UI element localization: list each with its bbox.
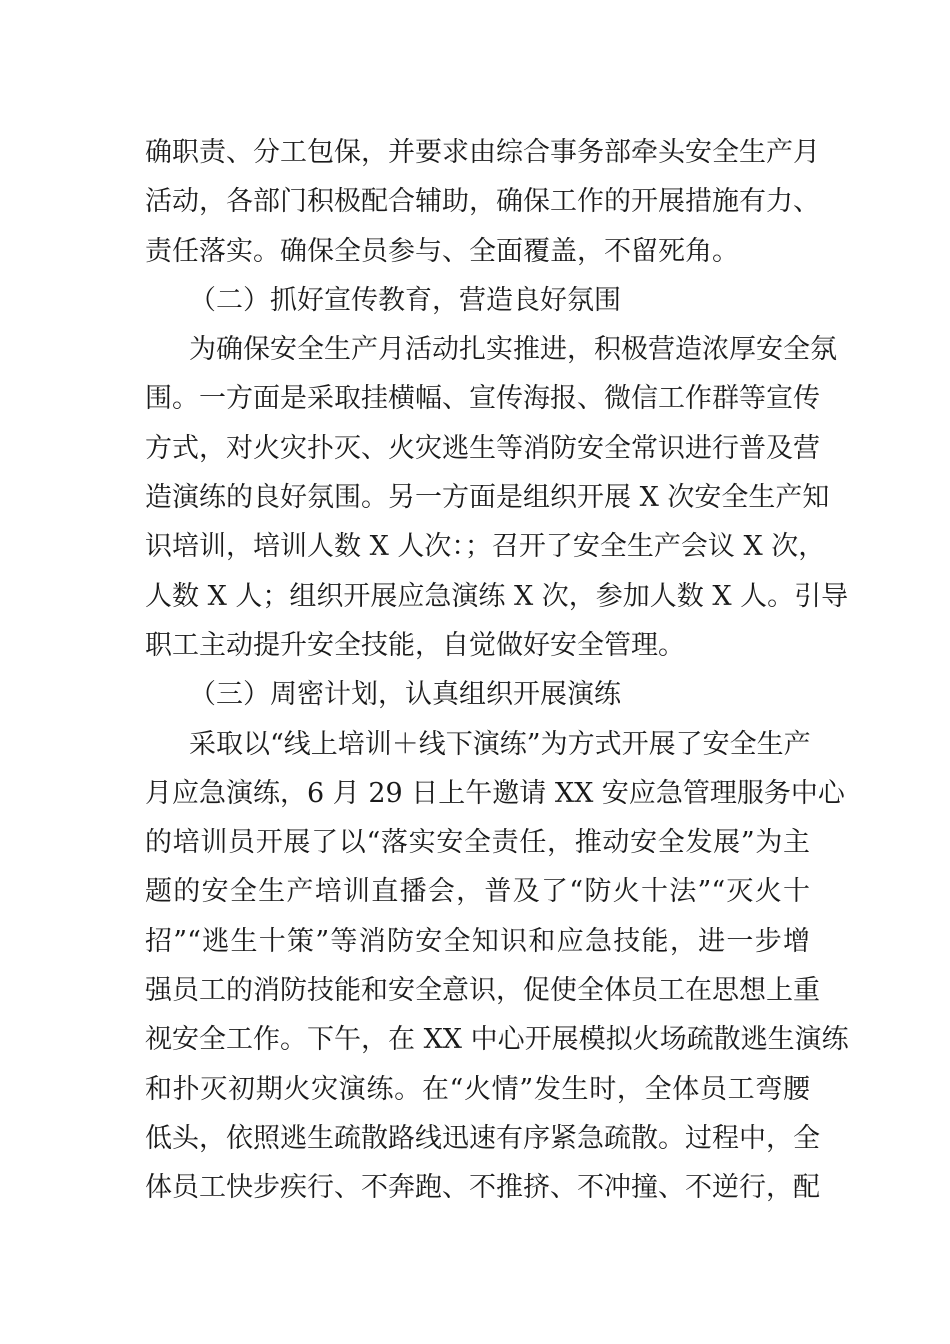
paragraph-line: 采取以“线上培训＋线下演练”为方式开展了安全生产 xyxy=(189,728,811,760)
paragraph-line: 造演练的良好氛围。另一方面是组织开展 X 次安全生产知 xyxy=(145,482,830,514)
paragraph-line: 招”“逃生十策”等消防安全知识和应急技能，进一步增 xyxy=(145,925,810,957)
paragraph-line: 视安全工作。下午，在 XX 中心开展模拟火场疏散逃生演练 xyxy=(145,1024,849,1056)
paragraph-line: 识培训，培训人数 X 人次：；召开了安全生产会议 X 次， xyxy=(145,531,826,563)
paragraph-line: 月应急演练，6 月 29 日上午邀请 XX 安应急管理服务中心 xyxy=(145,777,845,809)
paragraph-line: 题的安全生产培训直播会，普及了“防火十法”“灭火十 xyxy=(145,876,810,908)
paragraph-line: 和扑灭初期火灾演练。在“火情”发生时，全体员工弯腰 xyxy=(145,1073,810,1105)
paragraph-line: 强员工的消防技能和安全意识，促使全体员工在思想上重 xyxy=(145,975,820,1007)
paragraph-line: 人数 X 人；组织开展应急演练 X 次，参加人数 X 人。引导 xyxy=(145,580,849,612)
paragraph-line: 为确保安全生产月活动扎实推进，积极营造浓厚安全氛 xyxy=(189,334,837,366)
paragraph-line: 的培训员开展了以“落实安全责任，推动安全发展”为主 xyxy=(145,827,810,859)
paragraph-line: 体员工快步疾行、不奔跑、不推挤、不冲撞、不逆行，配 xyxy=(145,1172,820,1204)
paragraph-line: 确职责、分工包保，并要求由综合事务部牵头安全生产月 xyxy=(145,137,820,168)
section-heading: （三）周密计划，认真组织开展演练 xyxy=(189,679,621,711)
paragraph-line: 职工主动提升安全技能，自觉做好安全管理。 xyxy=(145,629,685,661)
paragraph-line: 围。一方面是采取挂横幅、宣传海报、微信工作群等宣传 xyxy=(145,383,820,415)
paragraph-line: 低头，依照逃生疏散路线迅速有序紧急疏散。过程中，全 xyxy=(145,1122,820,1154)
paragraph-line: 方式，对火灾扑灭、火灾逃生等消防安全常识进行普及营 xyxy=(145,432,820,464)
section-heading: （二）抓好宣传教育，营造良好氛围 xyxy=(189,284,621,316)
document-body xyxy=(145,128,849,1213)
paragraph-line: 活动，各部门积极配合辅助，确保工作的开展措施有力、 xyxy=(145,186,820,218)
paragraph-line: 责任落实。确保全员参与、全面覆盖，不留死角。 xyxy=(145,235,739,267)
